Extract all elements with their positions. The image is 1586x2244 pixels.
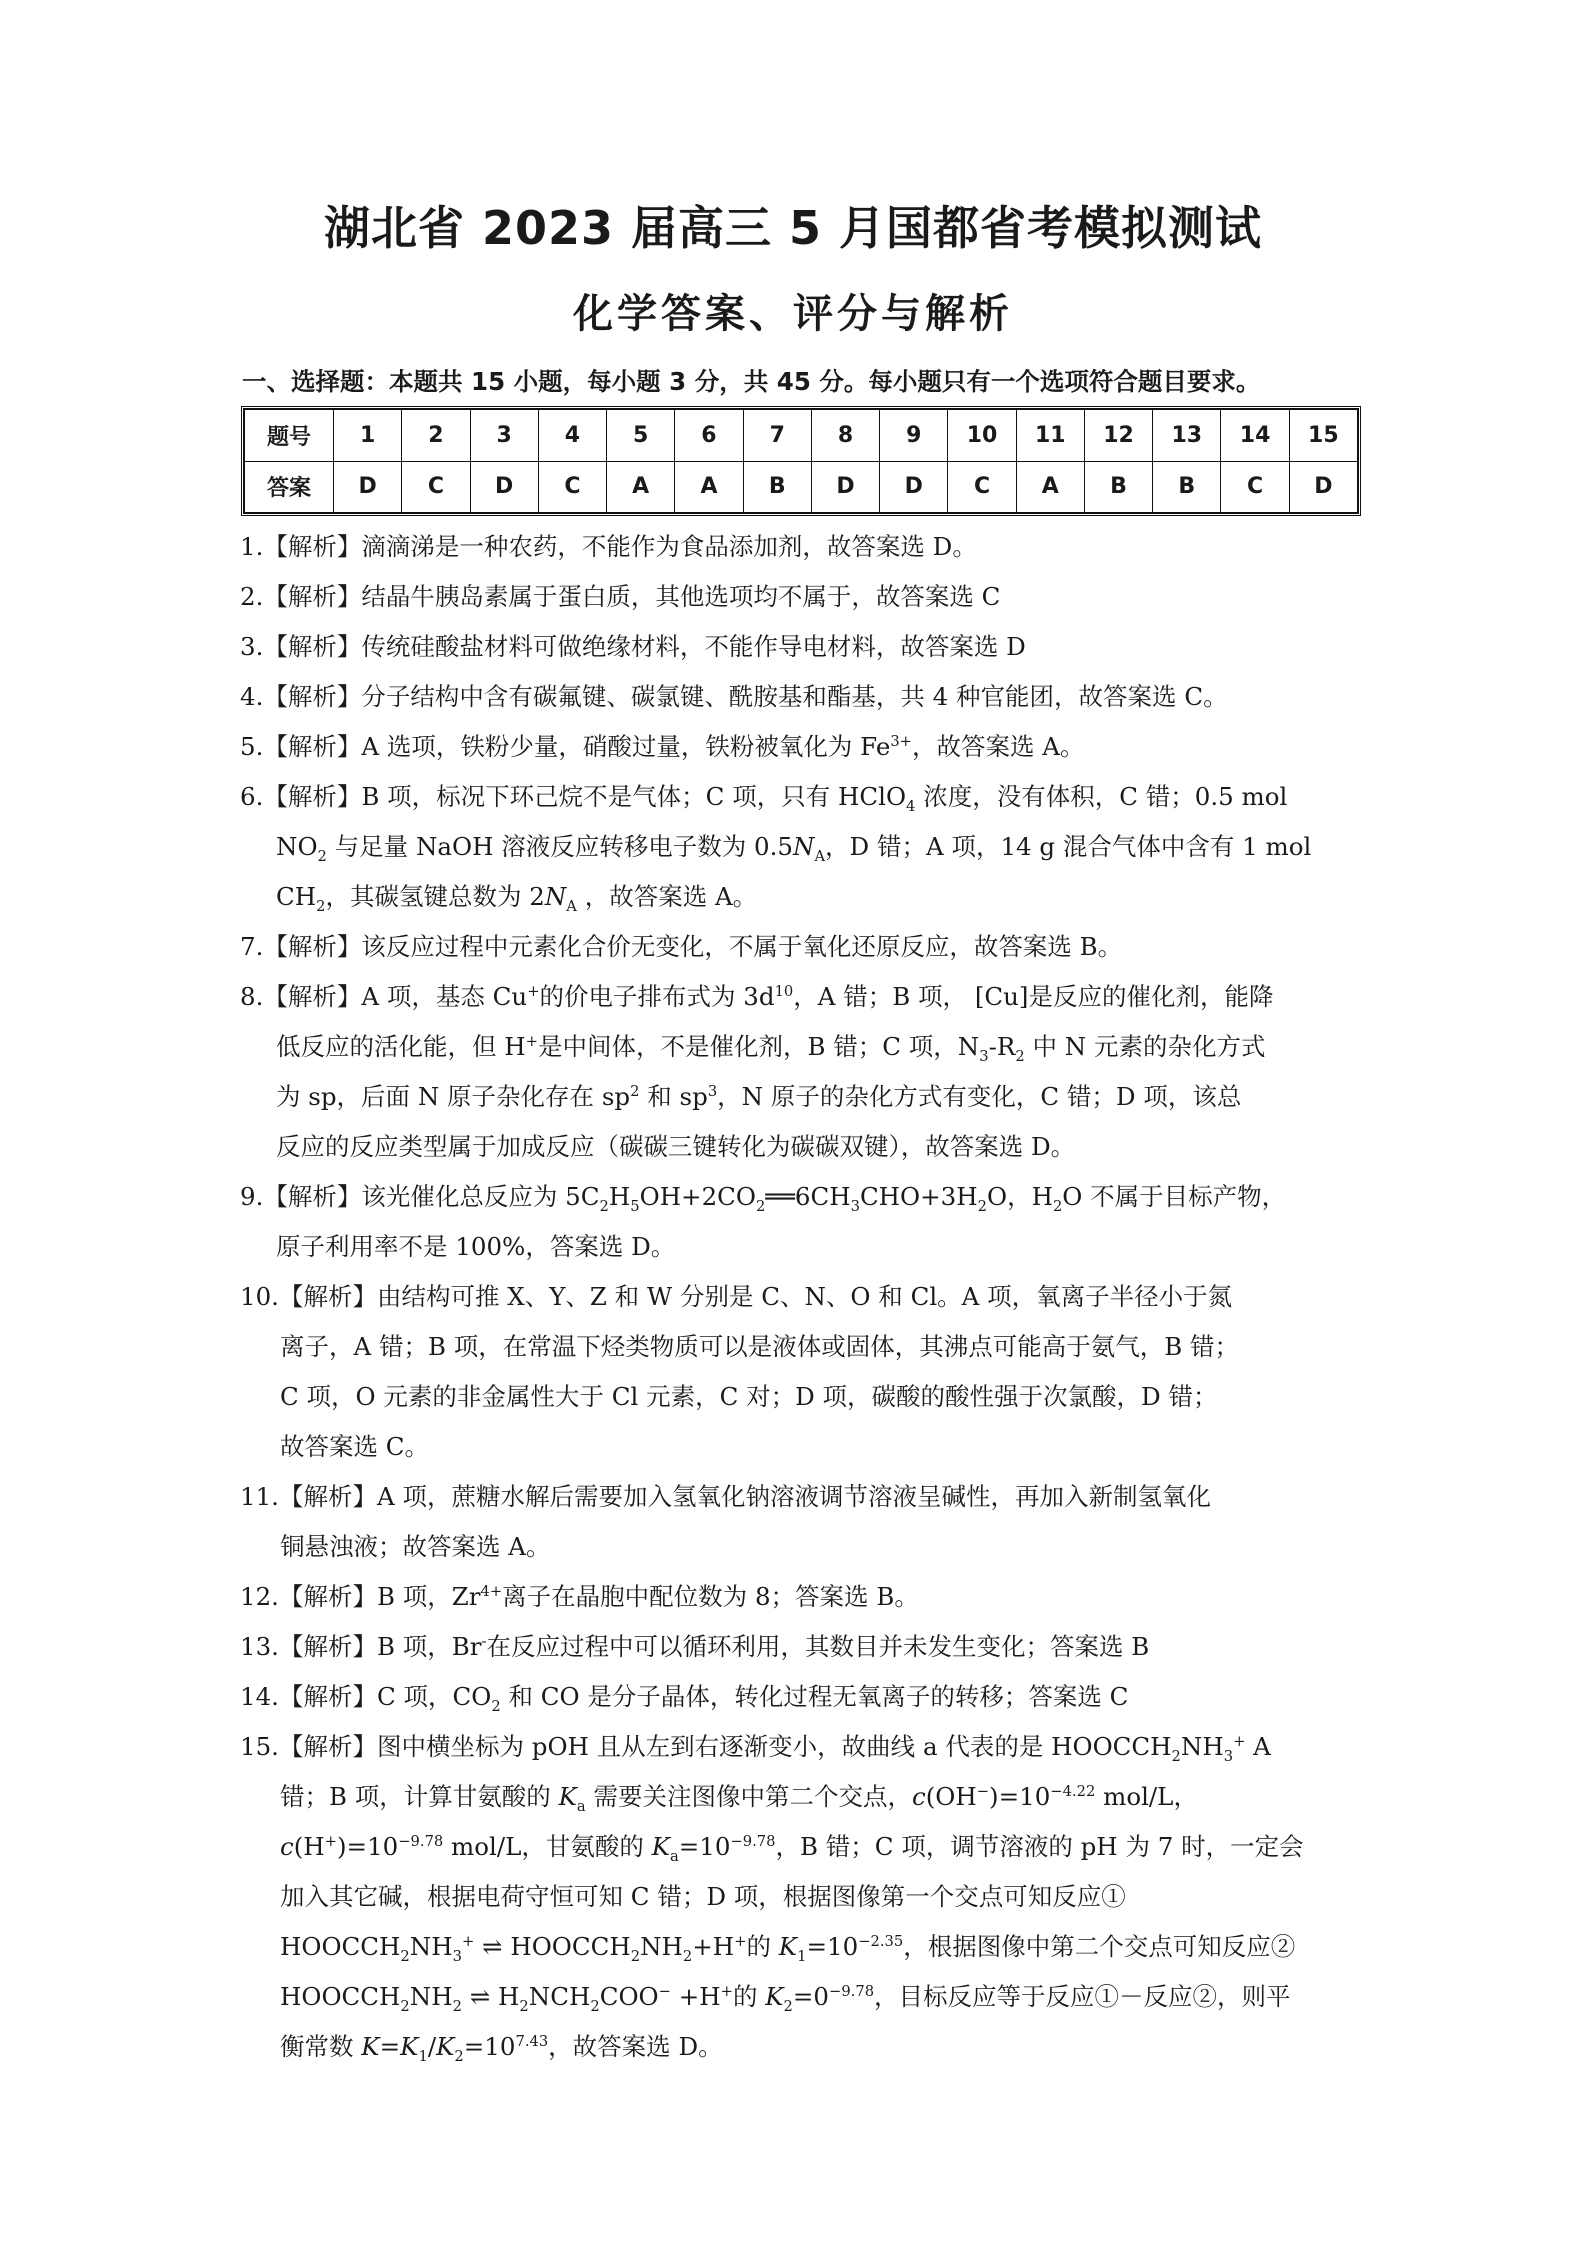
text-run: 滴滴涕是一种农药，不能作为食品添加剂，故答案选 D。 [361,532,977,561]
analysis-line [240,672,1358,722]
text-run: 错；B 项，计算甘氨酸的 [280,1782,559,1811]
italic-symbol: K [400,2032,419,2061]
superscript: − [976,1782,990,1800]
analysis-tag: 【解析】 [278,1582,377,1611]
answer-cell: A [675,461,743,513]
analysis-line [240,1972,1358,2022]
text-run: NH [409,1932,453,1961]
analysis-line [240,522,1358,572]
answer-cell: D [880,461,948,513]
superscript: + [324,1832,337,1850]
analysis-line [240,1122,1358,1172]
text-run: 和 CO 是分子晶体，转化过程无氧离子的转移；答案选 C [500,1682,1129,1711]
text-run: HOOCCH [280,1932,401,1961]
row-label-answer: 答案 [245,461,334,513]
item-number: 8. [240,982,264,1011]
analysis-item [240,522,1358,572]
analysis-body [240,1172,1358,1272]
question-number-cell: 8 [811,410,879,462]
text-run: ⇌ H [461,1982,520,2011]
superscript: + [734,1932,747,1950]
superscript: + [720,1982,733,2000]
analysis-line [240,872,1358,922]
text-run: CH [276,882,317,911]
question-number-cell: 15 [1289,410,1357,462]
question-number-cell: 1 [334,410,402,462]
text-run: 离子在晶胞中配位数为 8；答案选 B。 [502,1582,919,1611]
text-run: NCH [528,1982,591,2011]
subscript: A [814,847,826,865]
analysis-line [240,622,1358,672]
subscript: 2 [630,1947,641,1965]
italic-symbol: K [436,2032,455,2061]
item-number: 14. [240,1682,279,1711]
analysis-item [240,1172,1358,1272]
text-run: NH [1180,1732,1224,1761]
analysis-item [240,1622,1358,1672]
text-run: B 项，标况下环己烷不是气体；C 项，只有 HClO [361,782,907,811]
analysis-line [240,722,1358,772]
analysis-line [240,1922,1358,1972]
italic-symbol: N [793,832,815,861]
question-number-cell: 11 [1016,410,1084,462]
analysis-body [240,1622,1358,1672]
text-run: =10 [463,2032,516,2061]
section-heading: 一、选择题：本题共 15 小题，每小题 3 分，共 45 分。每小题只有一个选项符合题目要求。 [242,367,1261,396]
subscript: 2 [400,1947,410,1965]
analysis-line [240,1372,1358,1422]
analysis-body [240,922,1358,972]
text-run: A 选项，铁粉少量，硝酸过量，铁粉被氧化为 Fe [361,732,891,761]
text-run: B 项，Zr [376,1582,481,1611]
analysis-item [240,1672,1358,1722]
italic-symbol: K [765,1982,784,2011]
text-run: 图中横坐标为 pOH 且从左到右逐渐变小，故曲线 a 代表的是 HOOCCH [376,1732,1172,1761]
analysis-body [240,722,1358,772]
analysis-item [240,672,1358,722]
subscript: 2 [1052,1197,1063,1215]
analysis-line [240,1722,1358,1772]
analysis-line [240,1572,1358,1622]
italic-symbol: c [911,1782,926,1811]
analysis-line [240,1322,1358,1372]
analysis-line [240,1872,1358,1922]
text-run: O 不属于目标产物， [1062,1182,1287,1211]
analysis-tag: 【解析】 [263,1182,362,1211]
item-number: 11. [240,1482,279,1511]
text-run: 传统硅酸盐材料可做绝缘材料，不能作导电材料，故答案选 D [361,632,1026,661]
row-label-question-number: 题号 [245,410,334,462]
page-title: 湖北省 2023 届高三 5 月国都省考模拟测试 [323,201,1263,255]
superscript: −9.78 [829,1982,875,2000]
analysis-body [240,522,1358,572]
analysis-item [240,1572,1358,1622]
italic-symbol: N [544,882,567,911]
analysis-tag: 【解析】 [278,1732,377,1761]
text-run: 需要关注图像中第二个交点， [585,1782,912,1811]
analysis-line [240,2022,1358,2072]
text-run: (OH [925,1782,977,1811]
text-run: mol/L， [1095,1782,1198,1811]
text-run: A 项，蔗糖水解后需要加入氢氧化钠溶液调节溶液呈碱性，再加入新制氢氧化 [376,1482,1211,1511]
analysis-line [240,1422,1358,1472]
text-run: 在反应过程中可以循环利用，其数目并未发生变化；答案选 B [486,1632,1150,1661]
text-run: C 项，CO [376,1682,492,1711]
text-run: 低反应的活化能，但 H [276,1032,526,1061]
text-run: 该光催化总反应为 5C [361,1182,600,1211]
analysis-body [240,972,1358,1172]
subscript: a [670,1847,679,1865]
superscript: 4+ [480,1582,503,1600]
text-run: ，B 错；C 项，调节溶液的 pH 为 7 时，一定会 [775,1832,1304,1861]
analysis-tag: 【解析】 [263,782,362,811]
text-run: O，H [986,1182,1053,1211]
question-number-cell: 3 [470,410,538,462]
subscript: 2 [756,1197,766,1215]
analysis-line [240,922,1358,972]
italic-symbol: c [280,1832,294,1861]
italic-symbol: K [778,1932,798,1961]
text-run: +H [670,1982,721,2011]
answer-cell: D [1289,461,1357,513]
analysis-item [240,972,1358,1172]
subscript: 2 [519,1997,529,2015]
analysis-tag: 【解析】 [263,982,362,1011]
subscript: 3 [850,1197,860,1215]
item-number: 6. [240,782,264,811]
text-run: B 项，Br [376,1632,482,1661]
text-run: A 项，基态 Cu [361,982,528,1011]
answer-cell: C [1221,461,1289,513]
subscript: 3 [452,1947,462,1965]
analysis-tag: 【解析】 [263,582,362,611]
analysis-body [240,622,1358,672]
text-run: HOOCCH [280,1982,401,2011]
answer-cell: D [470,461,538,513]
text-run: NH [640,1932,683,1961]
text-run: ，根据图像中第二个交点可知反应② [903,1932,1296,1961]
text-run: = [379,2032,401,2061]
analysis-body [240,1722,1358,2072]
text-run: C 项，O 元素的非金属性大于 Cl 元素，C 对；D 项，碳酸的酸性强于次氯酸，D 错； [280,1382,1218,1411]
italic-symbol: K [558,1782,577,1811]
analysis-line [240,1822,1358,1872]
item-number: 13. [240,1632,279,1661]
analysis-line [240,822,1358,872]
subscript: A [566,897,577,915]
subscript: 2 [454,2047,464,2065]
item-number: 3. [240,632,264,661]
text-run: ，A 错；B 项， [Cu]是反应的催化剂，能降 [793,982,1274,1011]
text-run: )=10 [989,1782,1051,1811]
text-run: 反应的反应类型属于加成反应（碳碳三键转化为碳碳双键），故答案选 D。 [276,1132,1076,1161]
text-run: 中 N 元素的杂化方式 [1024,1032,1266,1061]
answer-cell: C [402,461,470,513]
analysis-line [240,1172,1358,1222]
text-run: ，目标反应等于反应①－反应②，则平 [874,1982,1291,2011]
subscript: 2 [1171,1747,1181,1765]
analysis-line [240,1272,1358,1322]
text-run: 该反应过程中元素化合价无变化，不属于氧化还原反应，故答案选 B。 [361,932,1123,961]
subscript: 2 [317,847,327,865]
text-run: 衡常数 [280,2032,362,2061]
text-run: ，N 原子的杂化方式有变化，C 错；D 项，该总 [717,1082,1242,1111]
analysis-line [240,1622,1358,1672]
analysis-line [240,772,1358,822]
subscript: 2 [400,1997,410,2015]
answer-cell: A [1016,461,1084,513]
subscript: 4 [906,797,916,815]
text-run: / [427,2032,437,2061]
answer-cell: D [334,461,402,513]
italic-symbol: K [651,1832,670,1861]
item-number: 15. [240,1732,279,1761]
text-run: 为 sp，后面 N 原子杂化存在 sp [276,1082,631,1111]
analysis-item [240,572,1358,622]
question-number-cell: 6 [675,410,743,462]
superscript: 2 [630,1082,640,1100]
analysis-tag: 【解析】 [263,732,362,761]
item-number: 12. [240,1582,279,1611]
question-number-cell: 13 [1153,410,1221,462]
superscript: - [481,1632,487,1650]
analysis-tag: 【解析】 [263,632,362,661]
analysis-item [240,622,1358,672]
subscript: 1 [797,1947,807,1965]
superscript: + [527,982,540,1000]
subscript: 2 [316,897,326,915]
text-run: +H [692,1932,735,1961]
analysis-item [240,1472,1358,1572]
subscript: 2 [977,1197,987,1215]
analysis-line [240,1522,1358,1572]
analysis-line [240,1222,1358,1272]
analysis-line [240,1672,1358,1722]
text-run: ，故答案选 A。 [911,732,1085,761]
analysis-item [240,1272,1358,1472]
text-run: -R [988,1032,1016,1061]
text-run: 是中间体，不是催化剂，B 错；C 项，N [537,1032,980,1061]
text-run: =10 [806,1932,859,1961]
answer-cell: B [743,461,811,513]
question-number-cell: 9 [880,410,948,462]
superscript: −4.22 [1050,1782,1096,1800]
analysis-item [240,1722,1358,2072]
subscript: a [576,1797,586,1815]
subscript: 2 [682,1947,693,1965]
text-run: 离子，A 错；B 项，在常温下烃类物质可以是液体或固体，其沸点可能高于氨气，B 错； [280,1332,1240,1361]
text-run: 的价电子排布式为 3d [539,982,775,1011]
superscript: + [525,1032,538,1050]
subscript: 3 [1223,1747,1234,1765]
subscript: 2 [590,1997,600,2015]
text-run: NO [276,832,318,861]
item-number: 10. [240,1282,279,1311]
analysis-tag: 【解析】 [263,532,362,561]
subscript: 2 [599,1197,609,1215]
subscript: 1 [418,2047,428,2065]
text-run: =10 [678,1832,731,1861]
analysis-line [240,972,1358,1022]
analysis-item [240,772,1358,922]
question-number-cell: 10 [948,410,1016,462]
text-run: 原子利用率不是 100%，答案选 D。 [276,1232,676,1261]
question-number-cell: 7 [743,410,811,462]
text-run: 由结构可推 X、Y、Z 和 W 分别是 C、N、O 和 Cl。A 项，氧离子半径小于氮 [376,1282,1233,1311]
text-run: ，故答案选 A。 [576,882,758,911]
text-run: 故答案选 C。 [280,1432,430,1461]
analysis-line [240,1772,1358,1822]
analysis-body [240,672,1358,722]
analysis-tag: 【解析】 [263,932,362,961]
text-run: =0 [792,1982,830,2011]
analysis-body [240,572,1358,622]
item-number: 7. [240,932,264,961]
answer-cell: C [538,461,606,513]
analysis-body [240,772,1358,922]
text-run: 加入其它碱，根据电荷守恒可知 C 错；D 项，根据图像第一个交点可知反应① [280,1882,1126,1911]
page-subtitle: 化学答案、评分与解析 [573,290,1013,337]
text-run: 的 [732,1982,766,2011]
answer-cell: B [1084,461,1152,513]
analysis-list [240,522,1358,2072]
analysis-line [240,1472,1358,1522]
text-run: 和 sp [639,1082,708,1111]
analysis-tag: 【解析】 [278,1282,377,1311]
text-run: 浓度，没有体积，C 错；0.5 mol [915,782,1288,811]
analysis-line [240,572,1358,622]
text-run: COO [599,1982,659,2011]
subscript: 2 [491,1697,501,1715]
subscript: 5 [630,1197,640,1215]
answer-table [241,406,1361,516]
text-run: H [608,1182,631,1211]
text-run: (H [293,1832,325,1861]
item-number: 1. [240,532,264,561]
item-number: 5. [240,732,264,761]
text-run: CHO+3H [859,1182,978,1211]
text-run: 结晶牛胰岛素属于蛋白质，其他选项均不属于，故答案选 C [361,582,1001,611]
question-number-cell: 4 [538,410,606,462]
answer-cell: A [607,461,675,513]
text-run: 铜悬浊液；故答案选 A。 [280,1532,551,1561]
analysis-item [240,922,1358,972]
superscript: + [1233,1732,1246,1750]
subscript: 2 [1015,1047,1025,1065]
table-row-question-numbers [245,410,1358,462]
text-run: 的 [746,1932,779,1961]
text-run: ══6CH [765,1182,851,1211]
analysis-tag: 【解析】 [263,682,362,711]
analysis-body [240,1272,1358,1472]
analysis-body [240,1672,1358,1722]
table-row-answers [245,461,1358,513]
text-run: NH [409,1982,453,2011]
item-number: 9. [240,1182,264,1211]
text-run: A [1245,1732,1271,1761]
subscript: 2 [452,1997,462,2015]
analysis-body [240,1472,1358,1572]
answer-cell: D [811,461,879,513]
question-number-cell: 12 [1084,410,1152,462]
superscript: −9.78 [730,1832,776,1850]
item-number: 4. [240,682,264,711]
subscript: 3 [979,1047,989,1065]
question-number-cell: 2 [402,410,470,462]
subscript: 2 [783,1997,793,2015]
text-run: ，其碳氢键总数为 2 [325,882,545,911]
text-run: 分子结构中含有碳氟键、碳氯键、酰胺基和酯基，共 4 种官能团，故答案选 C。 [361,682,1228,711]
superscript: −2.35 [858,1932,904,1950]
question-number-cell: 14 [1221,410,1289,462]
text-run: )=10 [336,1832,399,1861]
analysis-tag: 【解析】 [278,1482,377,1511]
question-number-cell: 5 [607,410,675,462]
superscript: 7.43 [515,2032,549,2050]
text-run: ，故答案选 D。 [548,2032,723,2061]
text-run: ，D 错；A 项，14 g 混合气体中含有 1 mol [825,832,1312,861]
answer-cell: C [948,461,1016,513]
analysis-line [240,1022,1358,1072]
text-run: ⇌ HOOCCH [474,1932,631,1961]
analysis-tag: 【解析】 [278,1682,377,1711]
analysis-item [240,722,1358,772]
text-run: 与足量 NaOH 溶液反应转移电子数为 0.5 [326,832,793,861]
text-run: OH+2CO [639,1182,757,1211]
analysis-body [240,1572,1358,1622]
answer-cell: B [1153,461,1221,513]
superscript: 10 [774,982,794,1000]
analysis-line [240,1072,1358,1122]
item-number: 2. [240,582,264,611]
superscript: 3 [707,1082,718,1100]
superscript: 3+ [890,732,912,750]
superscript: − [658,1982,671,2000]
superscript: + [461,1932,475,1950]
italic-symbol: K [361,2032,380,2061]
text-run: mol/L，甘氨酸的 [443,1832,652,1861]
superscript: −9.78 [398,1832,444,1850]
analysis-tag: 【解析】 [278,1632,377,1661]
